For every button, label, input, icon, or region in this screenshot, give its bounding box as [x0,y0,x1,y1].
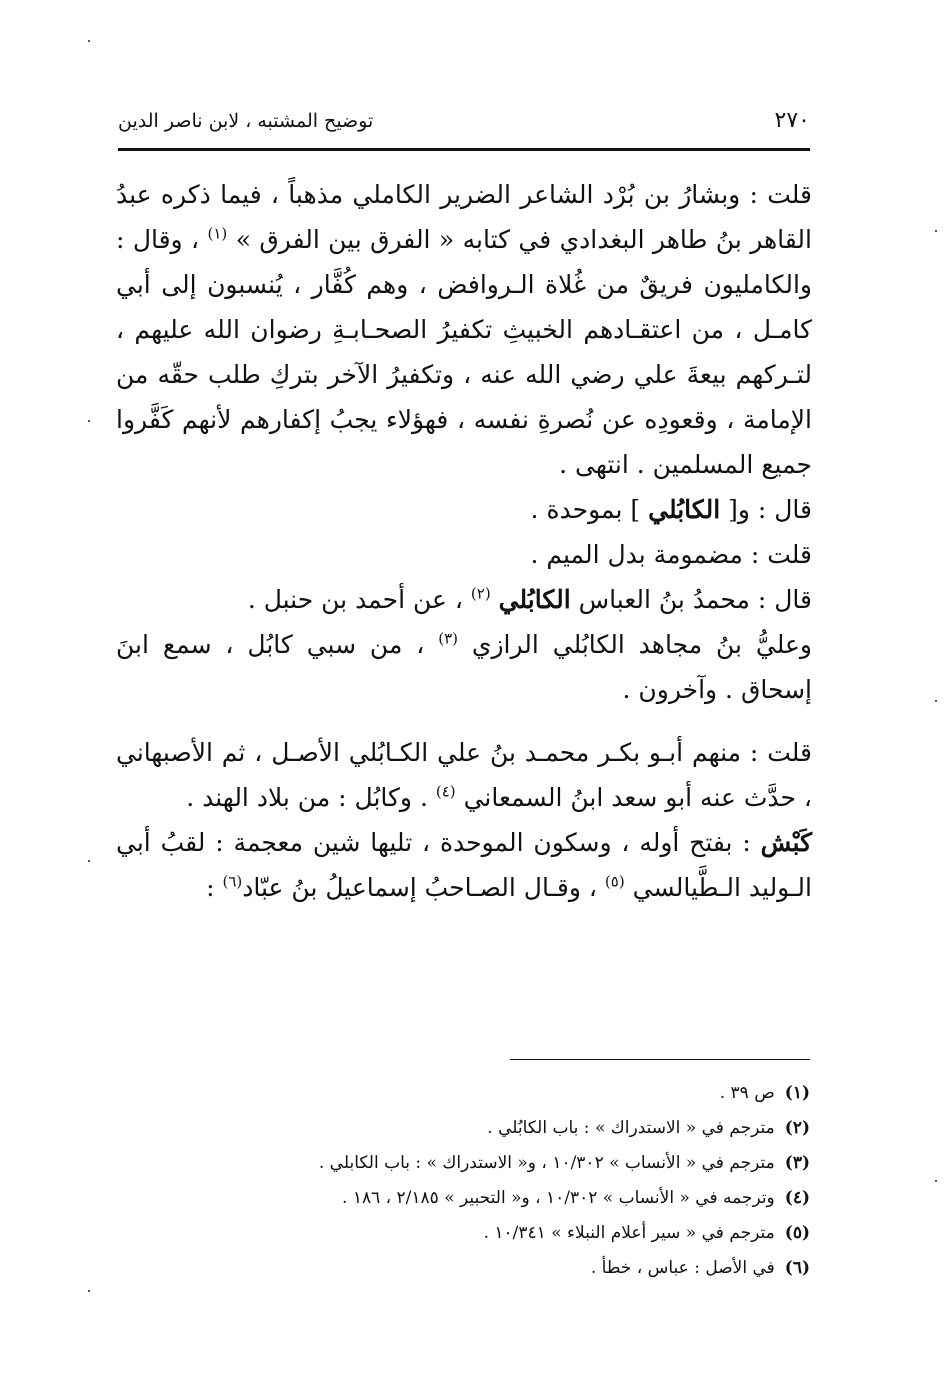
scan-speck [88,860,90,862]
footnote-text: وترجمه في « الأنساب » ١٠/٣٠٢ ، و« التحبير » ٢/١٨٥ ، ١٨٦ . [342,1188,775,1208]
scan-speck [935,1180,937,1182]
footnote-text: مترجم في « الاستدراك » : باب الكابُلي . [487,1118,775,1138]
footnote-number: (١) [784,1083,810,1103]
paragraph-text: قلت : وبشارُ بن بُرْد الشاعر الضرير الكاملي مذهباً ، فيما ذكره عبدُ القاهر بنُ طاهر البغدادي في كتابه « الفرق بين الفرق » [116,180,813,254]
paragraph-text: : بفتح أوله ، وسكون الموحدة ، تليها شين معجمة : لقبُ أبي الـوليد الـطَّيالسي [116,828,812,902]
paragraph-muhammad-ibn-abbas [116,577,812,622]
paragraph-kabuli-spelling [116,487,812,532]
footnote-separator [510,1059,810,1060]
footnote [200,1111,810,1146]
footnotes [200,1076,810,1286]
paragraph-text-cont: ] بموحدة . [530,495,641,524]
footnote-ref-4: (٤) [435,782,456,801]
scan-speck [935,700,937,702]
footnote-ref-5: (٥) [604,872,625,891]
footnote-ref-2: (٢) [470,584,491,603]
footnote-ref-1: (١) [207,224,228,243]
footnote-number: (٦) [784,1258,810,1278]
paragraph-text: قال : و[ [728,495,812,524]
footnote [200,1076,810,1111]
scan-speck [935,230,937,232]
footnote-text: مترجم في « الأنساب » ١٠/٣٠٢ ، و« الاستدراك » : باب الكابلي . [318,1153,775,1173]
paragraph-abu-bakr [116,730,812,820]
scan-speck [88,1290,90,1292]
footnote-text: في الأصل : عباس ، خطأ . [590,1258,775,1278]
paragraph-text: وعليُّ بنُ مجاهد الكابُلي الرازي [471,630,813,659]
header-rule [118,148,810,151]
paragraph-madmuma [116,532,812,577]
headword-kabsh: كَبْش [760,828,812,857]
paragraph-text-cont: : [206,873,215,902]
paragraph-text: قلت : مضمومة بدل الميم . [530,540,812,569]
paragraph-bashar [116,172,812,487]
footnote-number: (٥) [784,1223,810,1243]
paragraph-text-cont: ، من سبي كابُل ، سمع ابنَ إسحاق . وآخرون . [116,630,812,704]
page-header [118,104,810,144]
footnote [200,1251,810,1286]
paragraph-text: قلت : منهم أبـو بكـر محمـد بنُ علي الكـابُلي الأصـل ، ثم الأصبهاني ، حدَّث عنه أبو سعد ابنُ السمعاني [116,738,812,812]
footnote-ref-3: (٣) [438,629,458,648]
footnote-text: مترجم في « سير أعلام النبلاء » ١٠/٣٤١ . [483,1223,775,1243]
footnote-number: (٣) [784,1153,810,1173]
page-number: ٢٧٠ [774,108,810,133]
paragraph-text-cont: . وكابُل : من بلاد الهند . [186,783,428,812]
footnote-ref-6: (٦) [222,872,243,891]
footnote-number: (٤) [784,1188,810,1208]
footnote [200,1181,810,1216]
main-text [116,172,812,910]
headword-kabuli: الكابُلي [648,495,721,524]
paragraph-ali-ibn-mujahid [116,622,812,712]
scan-speck [88,40,90,42]
footnote-number: (٢) [784,1118,810,1138]
paragraph-kabsh [116,820,812,910]
running-title: توضيح المشتبه ، لابن ناصر الدين [118,110,374,132]
paragraph-text-cont: ، عن أحمد بن حنبل . [247,585,463,614]
footnote [200,1146,810,1181]
paragraph-text-mid: ، وقـال الصـاحبُ إسماعيلُ بنُ عبّاد [242,873,597,902]
footnote-text: ص ٣٩ . [719,1083,775,1103]
scan-speck [88,420,90,422]
paragraph-text-cont: ، وقال : والكامليون فريقٌ من غُلاة الـروافض ، وهم كُفَّار ، يُنسبون إلى أبي كامـل ، من اعتقـادهم الخبيثِ تكفيرُ الصحـابـةِ رضوان الله عليهم ، لتـركهم بيعةَ علي رضي الله عنه ، وتكفيرُ الآخر بتركِ طلب حقّه من الإمامة ، وقعودِه عن نُصرةِ نفسه ، فهؤلاء يجبُ إكفارهم لأنهم كَفَّروا جميع المسلمين . انتهى . [116,225,812,479]
paragraph-text: قال : محمدُ بنُ العباس [578,585,812,614]
headword-kabuli-2: الكابُلي [498,585,571,614]
footnote [200,1216,810,1251]
